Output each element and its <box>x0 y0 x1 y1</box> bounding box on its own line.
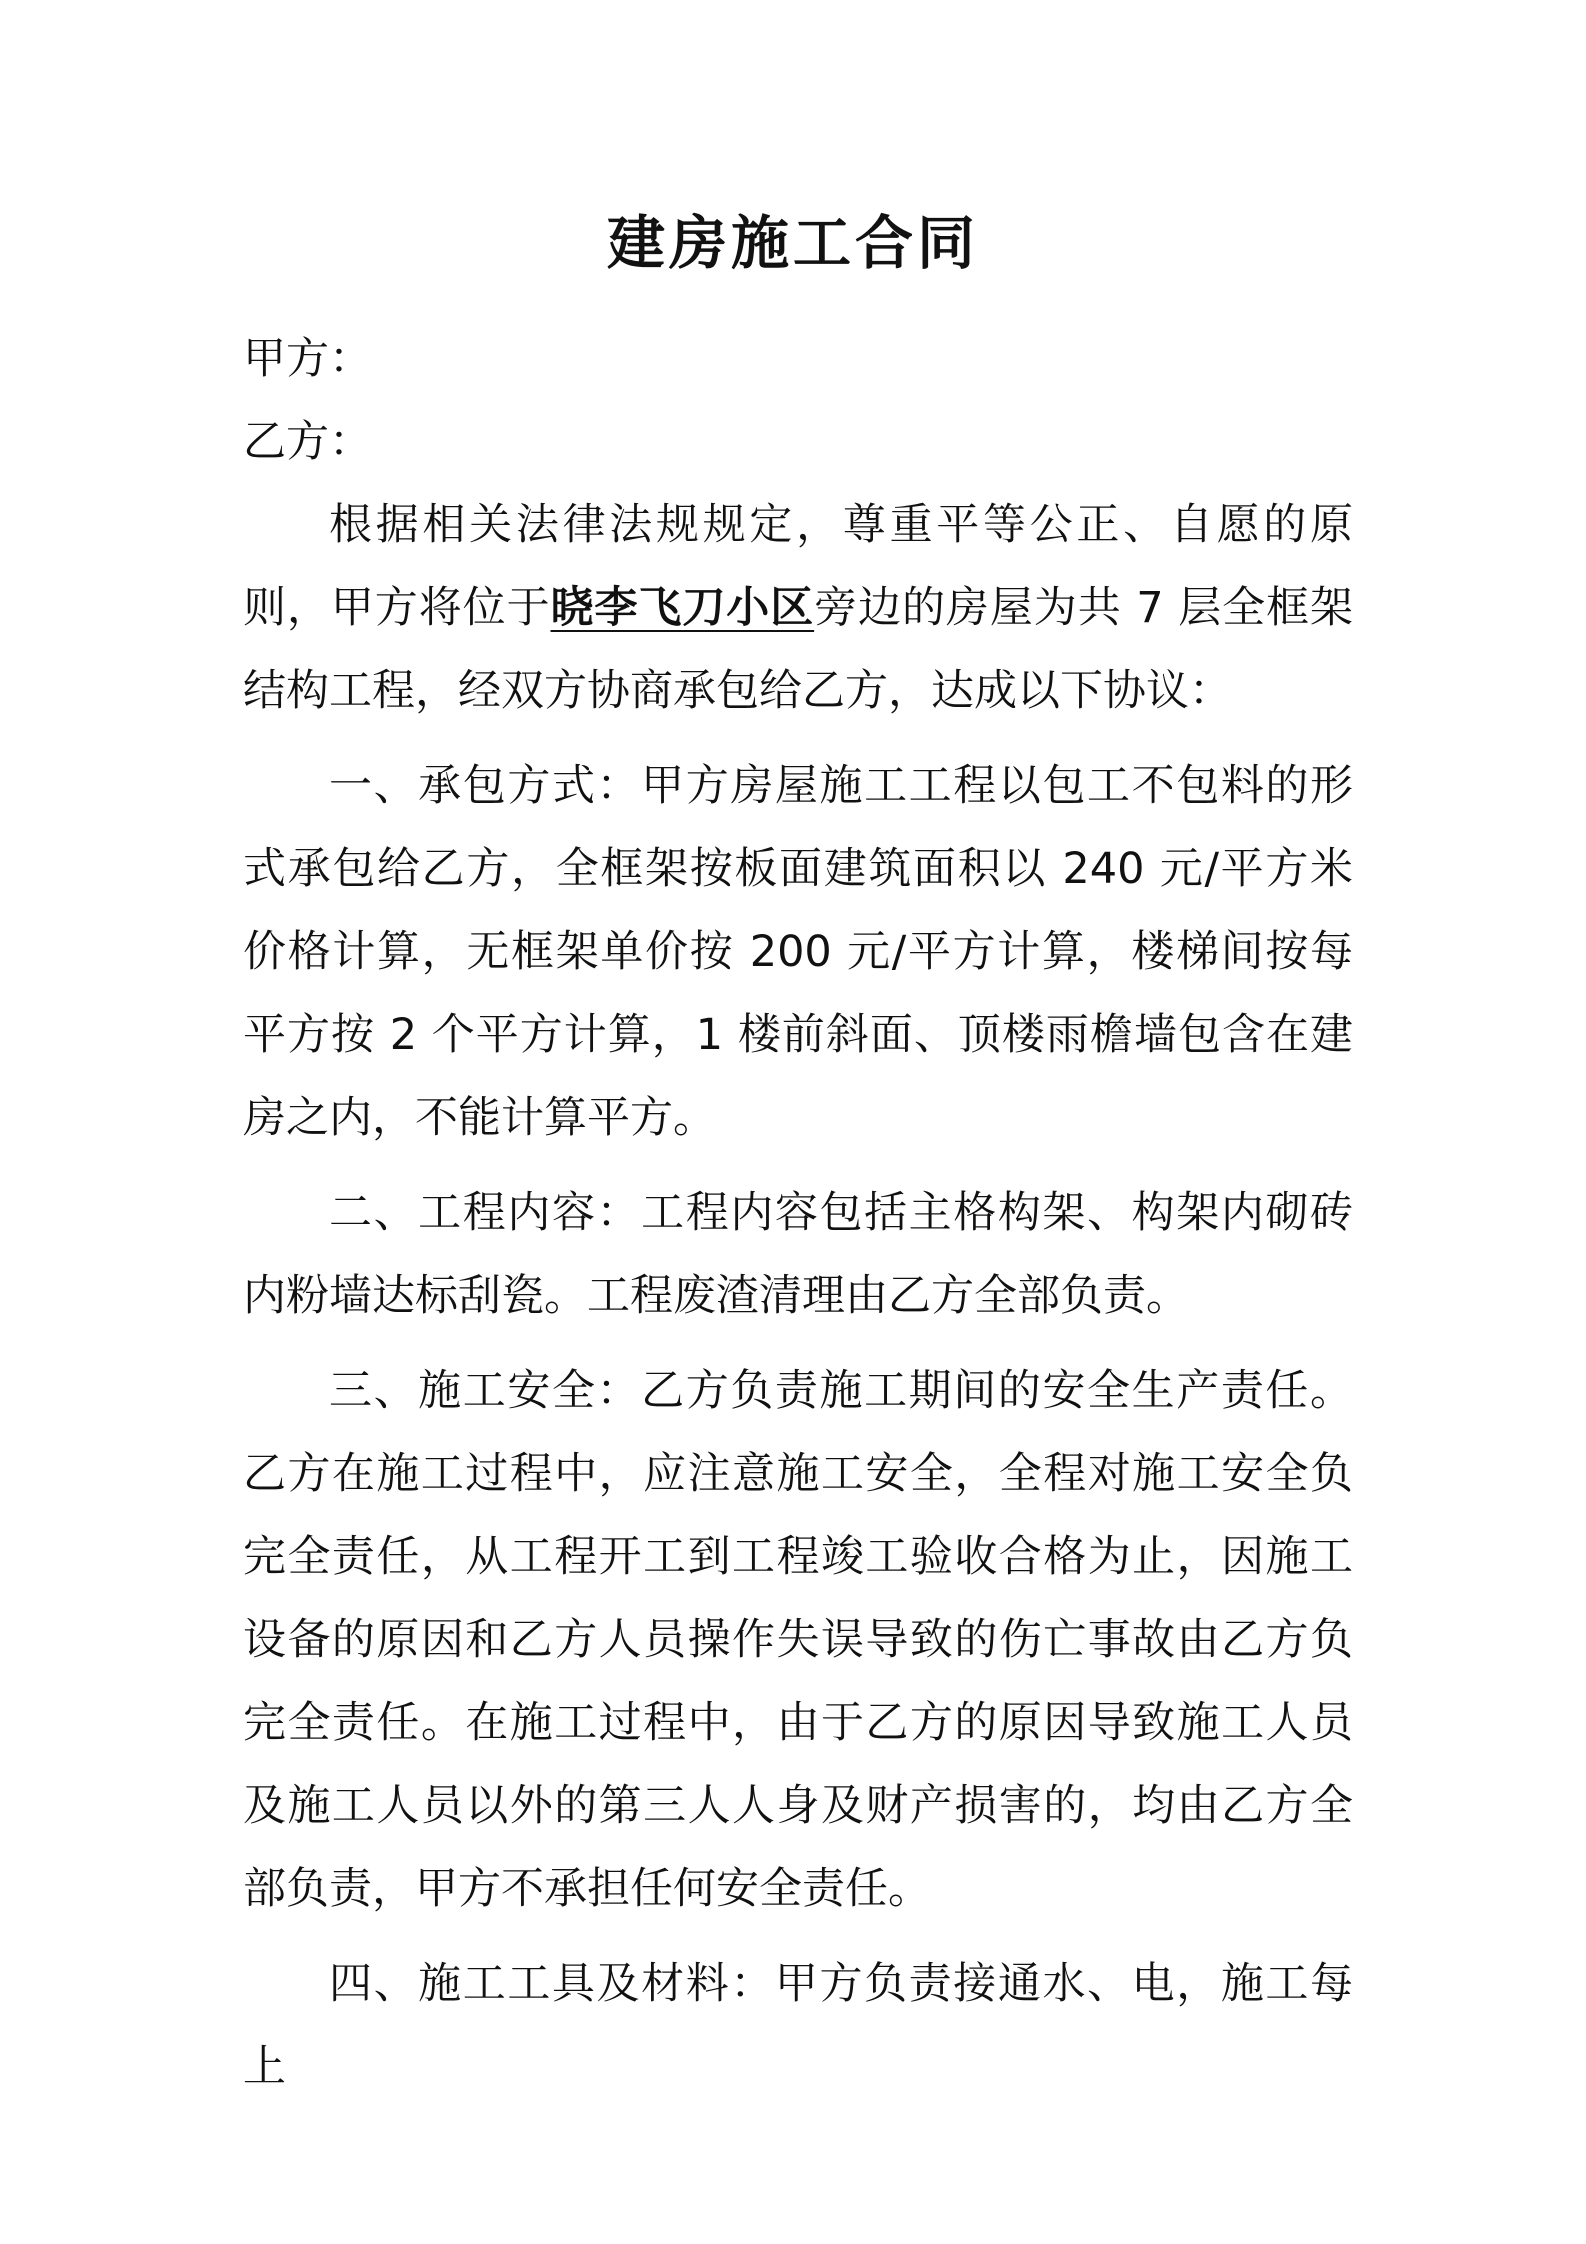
clause-construction-safety: 三、施工安全：乙方负责施工期间的安全生产责任。乙方在施工过程中，应注意施工安全，全程对施工安全负完全责任，从工程开工到工程竣工验收合格为止，因施工设备的原因和乙方人员操作失误导致的伤亡事故由乙方负完全责任。在施工过程中，由于乙方的原因导致施工人员及施工人员以外的第三人人身及财产损害的，均由乙方全部负责，甲方不承担任何安全责任。 <box>243 1366 1353 1914</box>
document-body <box>243 318 1353 2109</box>
clause-work-content: 二、工程内容：工程内容包括主格构架、构架内砌砖内粉墙达标刮瓷。工程废渣清理由乙方全部负责。 <box>243 1188 1353 1321</box>
intro-text-1: 根据相关法律法规规定，尊重平等公正、自愿的原则，甲方将位于 <box>243 500 1353 633</box>
party-a-label: 甲方： <box>243 334 372 384</box>
project-location: 晓李飞刀小区 <box>550 583 815 633</box>
intro-text-2: 旁边的房屋为共 7 层全框架结构工程，经双方协商承包给乙方，达成以下协议： <box>243 583 1354 716</box>
clause-contract-method: 一、承包方式：甲方房屋施工工程以包工不包料的形式承包给乙方，全框架按板面建筑面积以 240 元/平方米价格计算，无框架单价按 200 元/平方计算，楼梯间按每平方按 2 个平方计算，1 楼前斜面、顶楼雨檐墙包含在建房之内，不能计算平方。 <box>243 761 1353 1143</box>
party-b-label: 乙方： <box>243 417 372 467</box>
document-title: 建房施工合同 <box>606 209 979 277</box>
intro-paragraph <box>243 484 1353 733</box>
clause-tools-materials: 四、施工工具及材料：甲方负责接通水、电，施工每上 <box>243 1959 1353 2092</box>
